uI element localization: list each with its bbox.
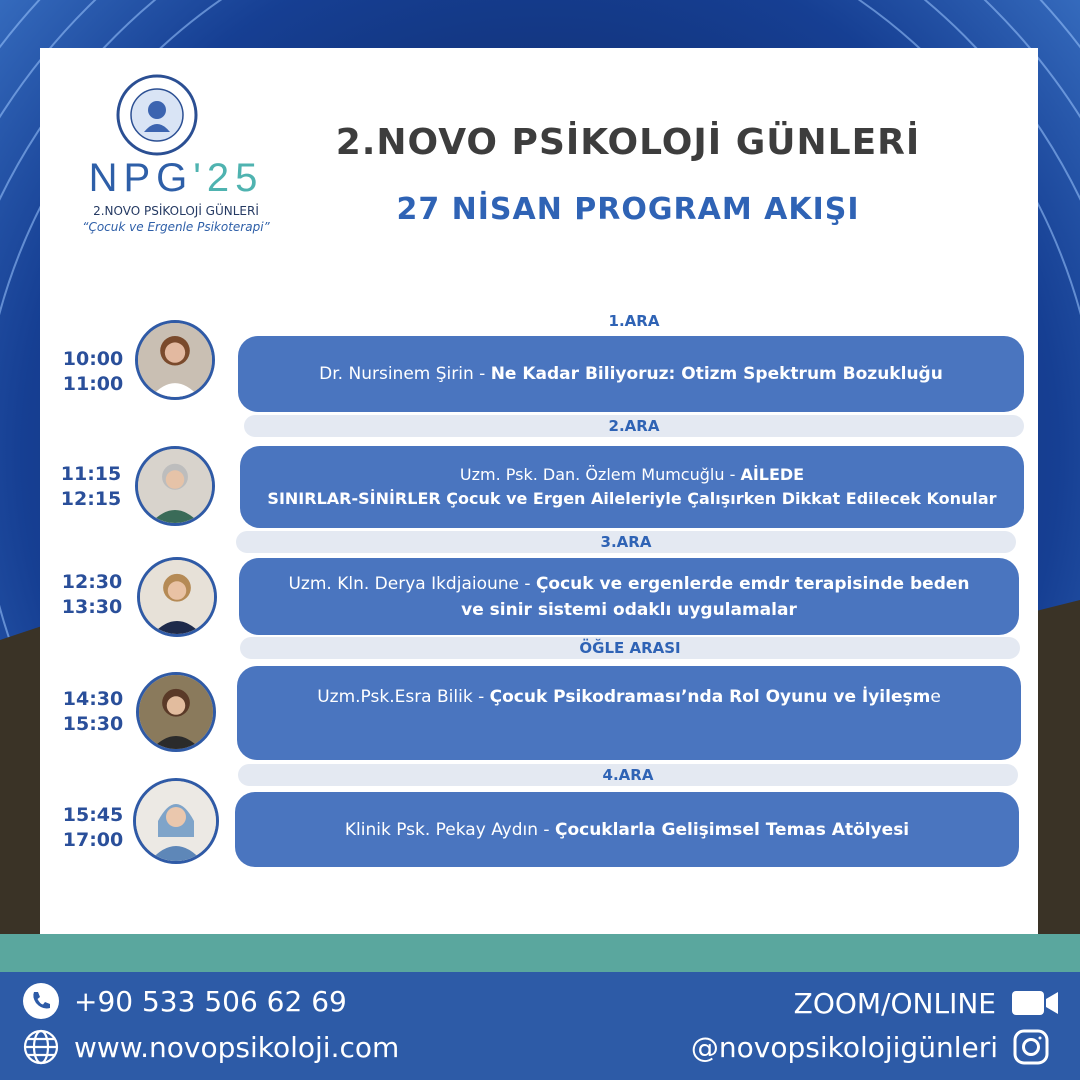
speaker-photo: [137, 557, 217, 637]
phone-number: +90 533 506 62 69: [74, 984, 347, 1018]
session-pill: Uzm. Psk. Dan. Özlem Mumcuğlu - AİLEDE SINIRLAR-SİNİRLER Çocuk ve Ergen Aileleriyle Çalışırken Dikkat Edilecek Konular: [240, 446, 1024, 528]
npg-logo: [78, 74, 274, 244]
logo-tagline: “Çocuk ve Ergenle Psikoterapi”: [82, 220, 270, 234]
phone-contact[interactable]: [22, 982, 347, 1020]
instagram-link[interactable]: [691, 1028, 1050, 1066]
speaker-photo: [133, 778, 219, 864]
session-time: 10:00 11:00: [62, 348, 124, 395]
break-label: 3.ARA: [236, 531, 1016, 553]
session-pill: Uzm.Psk.Esra Bilik - Çocuk Psikodraması’nda Rol Oyunu ve İyileşme: [237, 666, 1021, 760]
break-label: 2.ARA: [244, 415, 1024, 437]
instagram-handle: @novopsikolojigünleri: [690, 1030, 998, 1064]
speaker-photo: [135, 446, 215, 526]
globe-icon: [22, 1028, 60, 1066]
zoom-online: [794, 984, 1060, 1022]
footer: [0, 972, 1080, 1080]
session-time: 12:30 13:30: [61, 571, 123, 618]
npg-wordmark: NPG'25: [88, 156, 264, 200]
page-subtitle: 27 NİSAN PROGRAM AKIŞI: [396, 192, 860, 227]
session-time: 11:15 12:15: [60, 463, 122, 510]
phone-icon: [22, 982, 60, 1020]
speaker-photo: [136, 672, 216, 752]
break-label: 4.ARA: [238, 764, 1018, 786]
logo-subtitle: 2.NOVO PSİKOLOJİ GÜNLERİ: [93, 204, 259, 218]
page-title: 2.NOVO PSİKOLOJİ GÜNLERİ: [335, 122, 921, 163]
video-camera-icon: [1010, 984, 1060, 1022]
website-link[interactable]: [22, 1028, 399, 1066]
session-pill: Klinik Psk. Pekay Aydın - Çocuklarla Gelişimsel Temas Atölyesi: [235, 792, 1019, 867]
instagram-icon: [1012, 1028, 1050, 1066]
teal-band: [0, 934, 1080, 972]
break-label: ÖĞLE ARASI: [240, 637, 1020, 659]
session-pill: Uzm. Kln. Derya Ikdjaioune - Çocuk ve ergenlerde emdr terapisinde beden ve sinir sistemi odaklı uygulamalar: [239, 558, 1019, 635]
break-label: 1.ARA: [608, 312, 660, 330]
website-url: www.novopsikoloji.com: [74, 1030, 400, 1064]
session-pill: Dr. Nursinem Şirin - Ne Kadar Biliyoruz: Otizm Spektrum Bozukluğu: [238, 336, 1024, 412]
mode-label: ZOOM/ONLINE: [793, 986, 996, 1020]
session-time: 15:45 17:00: [62, 804, 124, 851]
session-time: 14:30 15:30: [62, 688, 124, 735]
speaker-photo: [135, 320, 215, 400]
seal-logo: [116, 74, 198, 156]
